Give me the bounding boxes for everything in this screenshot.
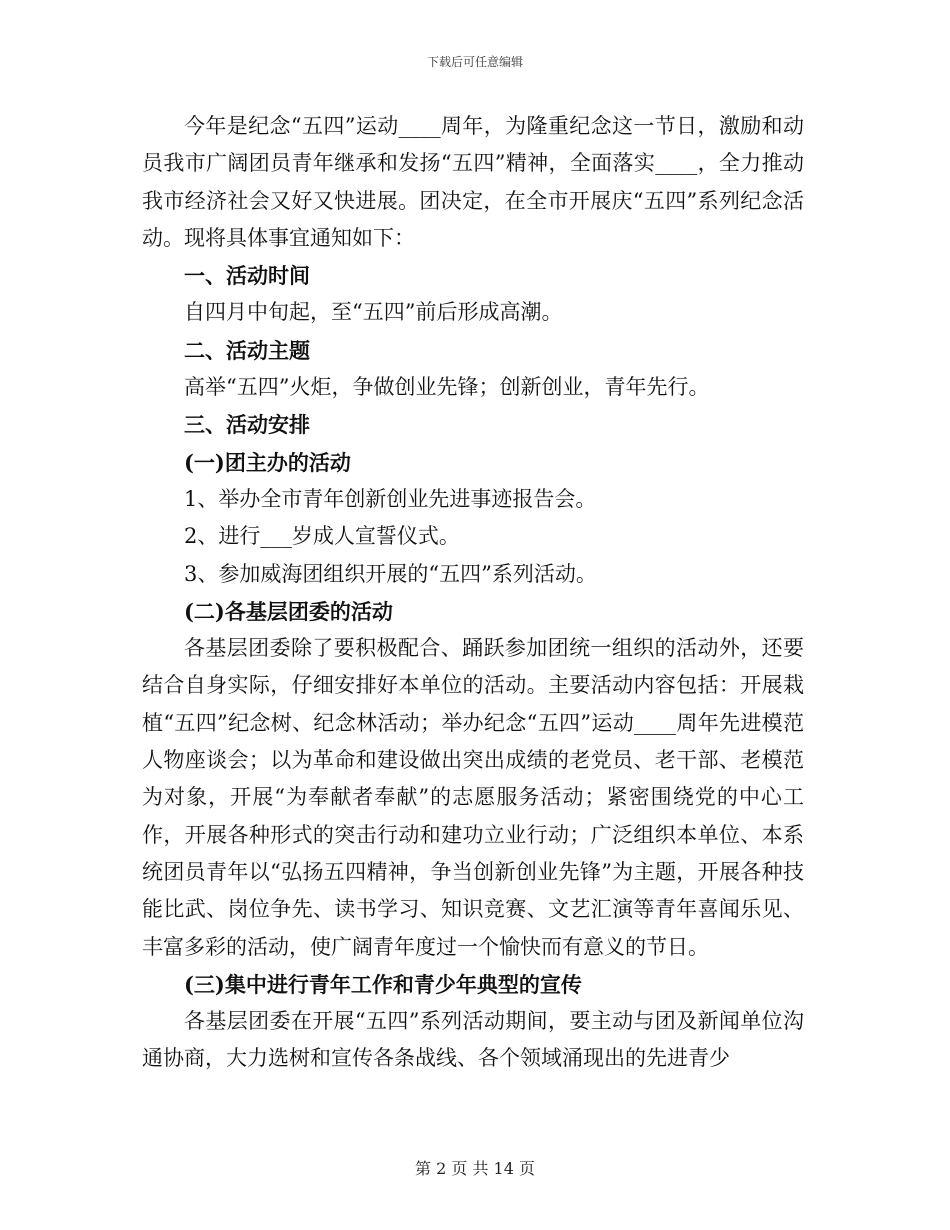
section-heading-arrangement: 三、活动安排 [184,412,310,438]
intro-paragraph: 今年是纪念“五四”运动____周年，为隆重纪念这一节日，激励和动员我市广阔团员青年继承和发扬“五四”精神，全面落实____，全力推动我市经济社会又好又快进展。团决定，在全市开展庆“五四”系列纪念活动。现将具体事宜通知如下： [142,114,804,250]
subsection-heading-2: (二)各基层团委的活动 [184,598,393,624]
section-text-theme: 高举“五四”火炬，争做创业先锋；创新创业，青年先行。 [184,375,710,400]
subsection-heading-1: (一)团主办的活动 [184,449,351,475]
document-body [142,108,804,1078]
list-item: 1、举办全市青年创新创业先进事迹报告会。 [184,486,597,511]
list-item: 3、参加威海团组织开展的“五四”系列活动。 [184,561,597,586]
subsection-text-3: 各基层团委在开展“五四”系列活动期间，要主动与团及新闻单位沟通协商，大力选树和宣传各条战线、各个领域涌现出的先进青少 [142,1009,804,1071]
section-text-time: 自四月中旬起，至“五四”前后形成高潮。 [184,300,563,325]
section-heading-theme: 二、活动主题 [184,337,310,363]
page-number: 第 2 页 共 14 页 [415,1159,535,1178]
section-heading-time: 一、活动时间 [184,263,310,289]
subsection-heading-3: (三)集中进行青年工作和青少年典型的宣传 [184,971,582,997]
list-item: 2、进行___岁成人宣誓仪式。 [184,524,460,549]
page-header-note: 下载后可任意编辑 [426,55,523,69]
subsection-text-2: 各基层团委除了要积极配合、踊跃参加团统一组织的活动外，还要结合自身实际，仔细安排好本单位的活动。主要活动内容包括：开展栽植“五四”纪念树、纪念林活动；举办纪念“五四”运动____周年先进模范人物座谈会；以为革命和建设做出突出成绩的老党员、老干部、老模范为对象，开展“为奉献者奉献”的志愿服务活动；紧密围绕党的中心工作，开展各种形式的突击行动和建功立业行动；广泛组织本单位、本系统团员青年以“弘扬五四精神，争当创新创业先锋”为主题，开展各种技能比武、岗位争先、读书学习、知识竞赛、文艺汇演等青年喜闻乐见、丰富多彩的活动，使广阔青年度过一个愉快而有意义的节日。 [142,636,804,959]
